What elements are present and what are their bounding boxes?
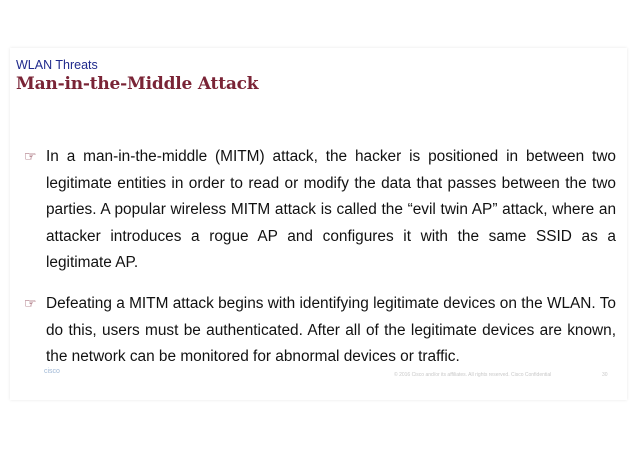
pointing-hand-icon: ☞ [24,296,37,312]
bullet-item [24,144,616,277]
pointing-hand-icon: ☞ [24,149,37,165]
slide-title: Man-in-the-Middle Attack [16,74,259,94]
slide [10,48,627,400]
bullet-text: Defeating a MITM attack begins with identifying legitimate devices on the WLAN. To do this, users must be authenticated. After all of the legitimate devices are known, the network can be monitored for abnormal devices or traffic. [46,295,616,365]
cisco-logo: cisco [44,368,60,375]
bullet-item [24,291,616,371]
page-number: 30 [602,372,608,378]
bullet-text: In a man-in-the-middle (MITM) attack, the hacker is positioned in between two legitimate entities in order to read or modify the data that passes between the two parties. A popular wireless MITM attack is called the “evil twin AP” attack, where an attacker introduces a rogue AP and configures it with the same SSID as a legitimate AP. [46,148,616,271]
copyright-text: © 2016 Cisco and/or its affiliates. All rights reserved. Cisco Confidential [394,372,552,378]
section-label: WLAN Threats [16,58,98,72]
